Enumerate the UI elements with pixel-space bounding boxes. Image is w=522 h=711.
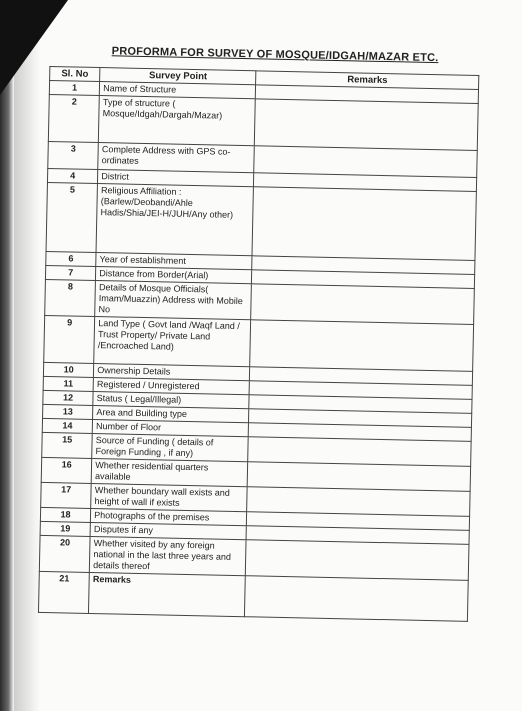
row-sl-no: 13 [43,404,94,419]
row-sl-no: 21 [38,571,89,613]
row-remarks-cell [245,576,468,622]
row-survey-point: Year of establishment [96,253,252,270]
row-remarks-cell [246,540,469,581]
row-survey-point: District [98,170,254,187]
row-sl-no: 7 [45,265,96,280]
survey-table [38,66,479,622]
document-title: PROFORMA FOR SURVEY OF MOSQUE/IDGAH/MAZAR ETC. [111,45,439,65]
row-sl-no: 18 [40,507,91,522]
row-survey-point: Ownership Details [94,363,250,380]
row-survey-point: Number of Floor [92,419,248,436]
row-survey-point: Complete Address with GPS co-ordinates [98,143,255,173]
row-sl-no: 1 [49,81,100,96]
row-survey-point: Name of Structure [100,82,256,99]
row-survey-point: Land Type ( Govt land /Waqf Land / Trust Property/ Private Land /Encroached Land) [94,317,251,367]
row-survey-point: Status ( Legal/Illegal) [93,391,249,408]
row-sl-no: 12 [43,390,94,405]
row-survey-point: Disputes if any [90,522,246,539]
row-survey-point: Religious Affiliation : (Barlew/Deobandi/Ahle Hadis/Shia/JEI-H/JUH/Any other) [96,184,254,256]
row-survey-point: Whether boundary wall exists and height of wall if exists [91,483,248,511]
row-sl-no: 8 [45,279,96,316]
row-survey-point: Distance from Border(Arial) [96,267,252,284]
header-remarks: Remarks [256,71,479,90]
row-survey-point: Type of structure ( Mosque/Idgah/Dargah/Mazar) [99,96,256,146]
row-sl-no: 16 [41,457,92,483]
row-sl-no: 3 [48,141,99,169]
row-sl-no: 6 [46,251,97,266]
row-sl-no: 11 [43,376,94,391]
row-sl-no: 5 [46,182,98,252]
page-shadow [14,0,40,711]
proforma-document [50,38,485,585]
row-sl-no: 2 [48,94,99,142]
row-sl-no: 10 [43,362,94,377]
row-survey-point: Photographs of the premises [91,508,247,525]
row-remarks-cell [250,320,473,372]
row-sl-no: 14 [42,418,93,433]
table-row [46,182,476,260]
header-sl-no: Sl. No [50,67,101,82]
table-row [38,571,468,621]
row-survey-point: Source of Funding ( details of Foreign Funding , if any) [92,433,249,461]
row-survey-point: Remarks [89,572,246,616]
row-remarks-cell [252,187,476,261]
row-sl-no: 4 [47,168,98,183]
row-sl-no: 9 [44,315,95,363]
row-survey-point: Details of Mosque Officials( Imam/Muazzin) Address with Mobile No [95,281,252,320]
row-sl-no: 19 [40,521,91,536]
row-sl-no: 15 [42,432,93,458]
row-survey-point: Area and Building type [93,405,249,422]
row-remarks-cell [255,99,478,151]
row-survey-point: Registered / Unregistered [93,377,249,394]
header-survey-point: Survey Point [100,68,256,85]
row-sl-no: 20 [39,535,90,572]
row-survey-point: Whether residential quarters available [91,458,248,486]
row-survey-point: Whether visited by any foreign national in the last three years and details thereof [90,536,247,575]
row-sl-no: 17 [41,482,92,508]
scan-edge-shadow [0,0,14,711]
row-remarks-cell [251,284,474,325]
